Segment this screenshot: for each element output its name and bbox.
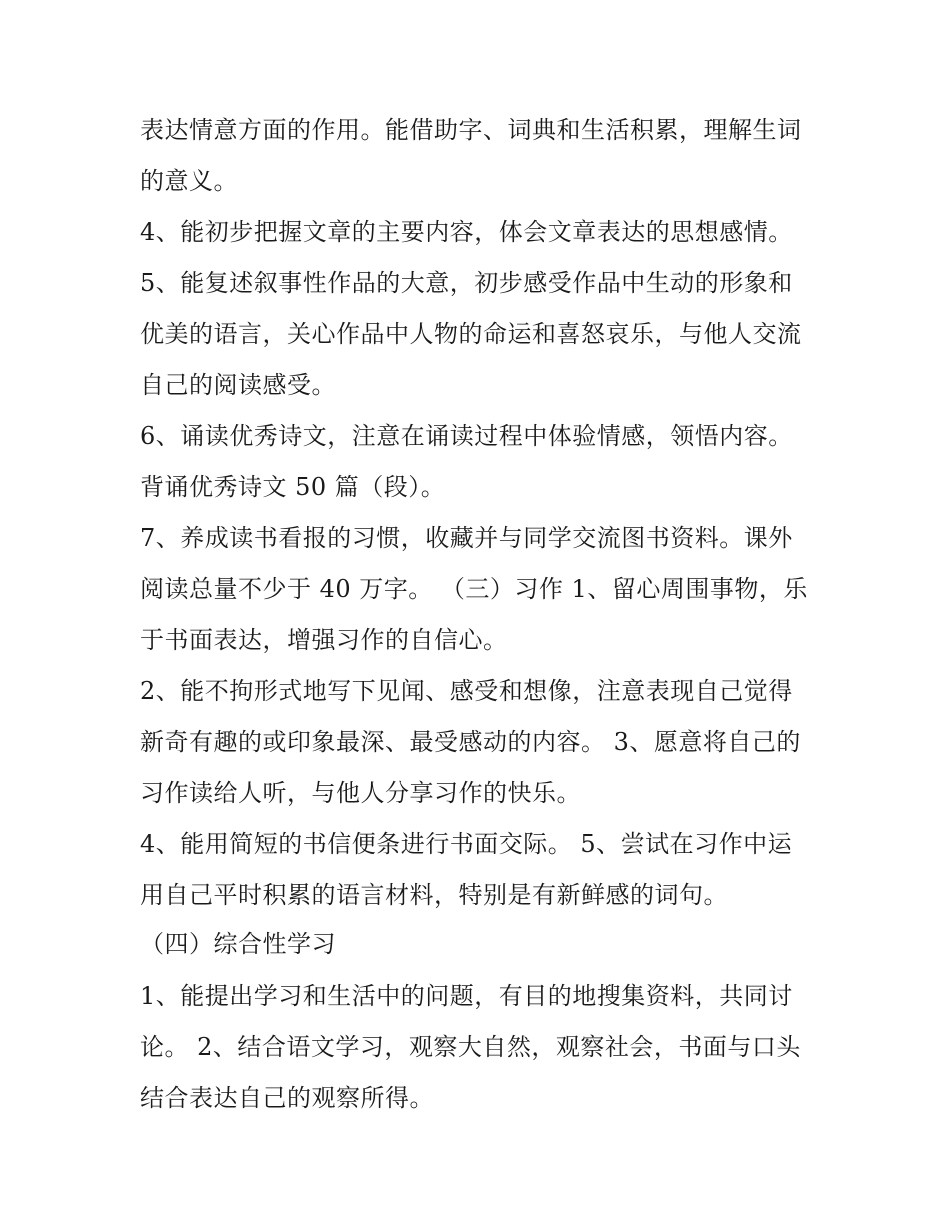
text-line: 自己的阅读感受。 — [140, 371, 336, 399]
text-line: 4、能用简短的书信便条进行书面交际。 5、尝试在习作中运 — [140, 830, 793, 858]
text-line: 5、能复述叙事性作品的大意，初步感受作品中生动的形象和 — [140, 269, 793, 297]
text-line: 论。 2、结合语文学习，观察大自然，观察社会，书面与口头 — [140, 1033, 801, 1061]
text-line: 6、诵读优秀诗文，注意在诵读过程中体验情感，领悟内容。 — [140, 422, 793, 450]
text-line: 表达情意方面的作用。能借助字、词典和生活积累，理解生词 — [140, 116, 802, 144]
text-line: 优美的语言，关心作品中人物的命运和喜怒哀乐，与他人交流 — [140, 320, 802, 348]
section-heading: （四）综合性学习 — [140, 930, 336, 958]
text-line: 4、能初步把握文章的主要内容，体会文章表达的思想感情。 — [140, 218, 793, 246]
text-line: 2、能不拘形式地写下见闻、感受和想像，注意表现自己觉得 — [140, 677, 793, 705]
text-line: 1、能提出学习和生活中的问题，有目的地搜集资料，共同讨 — [140, 982, 793, 1010]
text-line: 新奇有趣的或印象最深、最受感动的内容。 3、愿意将自己的 — [140, 728, 801, 756]
text-line: 结合表达自己的观察所得。 — [140, 1084, 434, 1112]
text-line: 用自己平时积累的语言材料，特别是有新鲜感的词句。 — [140, 881, 728, 909]
text-line: 的意义。 — [140, 167, 238, 195]
text-line: 7、养成读书看报的习惯，收藏并与同学交流图书资料。课外 — [140, 524, 793, 552]
text-line: 习作读给人听，与他人分享习作的快乐。 — [140, 779, 581, 807]
text-line: 阅读总量不少于 40 万字。 （三）习作 1、留心周围事物，乐 — [140, 575, 808, 603]
text-line: 背诵优秀诗文 50 篇（段）。 — [140, 473, 446, 501]
text-line: 于书面表达，增强习作的自信心。 — [140, 626, 508, 654]
